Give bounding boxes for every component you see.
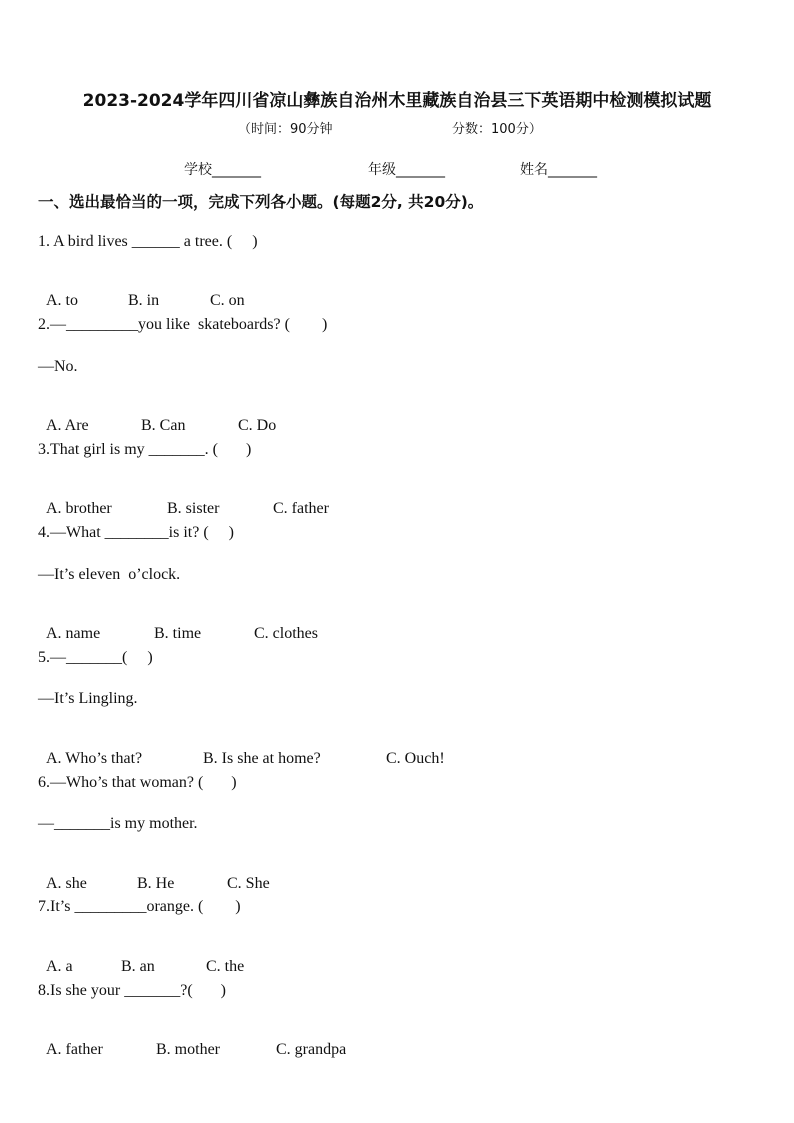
option-b[interactable]: B. an xyxy=(121,958,155,975)
option-c[interactable]: C. father xyxy=(273,500,329,517)
option-b[interactable]: B. Can xyxy=(141,417,186,434)
question-4-options xyxy=(38,607,318,643)
question-6-stem: 6.—Who’s that woman? ( ) xyxy=(38,774,237,791)
option-b[interactable]: B. sister xyxy=(167,500,220,517)
exam-time: （时间：90分钟 xyxy=(238,122,333,137)
option-b[interactable]: B. in xyxy=(128,292,160,309)
question-4-dialog: —It’s eleven o’clock. xyxy=(38,566,181,583)
option-a[interactable]: A. brother xyxy=(46,500,112,517)
option-c[interactable]: C. Do xyxy=(238,417,277,434)
option-b[interactable]: B. Is she at home? xyxy=(203,750,321,767)
grade-field: 年级_______ xyxy=(368,162,445,178)
option-c[interactable]: C. on xyxy=(210,292,245,309)
question-6-dialog: —_______is my mother. xyxy=(38,815,198,832)
section-heading: 一、选出最恰当的一项，完成下列各小题。(每题2分, 共20分)。 xyxy=(38,193,484,211)
option-c[interactable]: C. She xyxy=(227,875,270,892)
option-a[interactable]: A. father xyxy=(46,1041,103,1058)
option-a[interactable]: A. name xyxy=(46,625,101,642)
exam-score: 分数：100分） xyxy=(452,122,542,137)
option-c[interactable]: C. Ouch! xyxy=(386,750,445,767)
question-3-options xyxy=(38,482,329,518)
option-a[interactable]: A. to xyxy=(46,292,78,309)
school-field: 学校_______ xyxy=(184,162,261,178)
option-c[interactable]: C. grandpa xyxy=(276,1041,347,1058)
question-2-options xyxy=(38,399,276,435)
option-b[interactable]: B. He xyxy=(137,875,175,892)
exam-title: 2023-2024学年四川省凉山彝族自治州木里藏族自治县三下英语期中检测模拟试题 xyxy=(82,91,712,111)
question-8-stem: 8.Is she your _______?( ) xyxy=(38,982,226,999)
option-a[interactable]: A. Are xyxy=(46,417,89,434)
question-5-options xyxy=(38,732,445,768)
question-2-dialog: —No. xyxy=(38,358,78,375)
option-c[interactable]: C. the xyxy=(206,958,245,975)
question-7-stem: 7.It’s _________orange. ( ) xyxy=(38,898,241,915)
question-6-options xyxy=(38,857,270,893)
option-c[interactable]: C. clothes xyxy=(254,625,318,642)
name-field: 姓名_______ xyxy=(520,162,597,178)
question-1-options xyxy=(38,274,245,310)
question-4-stem: 4.—What ________is it? ( ) xyxy=(38,524,234,541)
option-b[interactable]: B. mother xyxy=(156,1041,220,1058)
option-a[interactable]: A. Who’s that? xyxy=(46,750,143,767)
question-5-stem: 5.—_______( ) xyxy=(38,649,153,666)
question-8-options xyxy=(38,1023,346,1059)
option-b[interactable]: B. time xyxy=(154,625,202,642)
option-a[interactable]: A. a xyxy=(46,958,73,975)
question-1-stem: 1. A bird lives ______ a tree. ( ) xyxy=(38,233,258,250)
option-a[interactable]: A. she xyxy=(46,875,87,892)
question-7-options xyxy=(38,940,244,976)
question-3-stem: 3.That girl is my _______. ( ) xyxy=(38,441,252,458)
question-5-dialog: —It’s Lingling. xyxy=(38,690,138,707)
question-2-stem: 2.—_________you like skateboards? ( ) xyxy=(38,316,328,333)
